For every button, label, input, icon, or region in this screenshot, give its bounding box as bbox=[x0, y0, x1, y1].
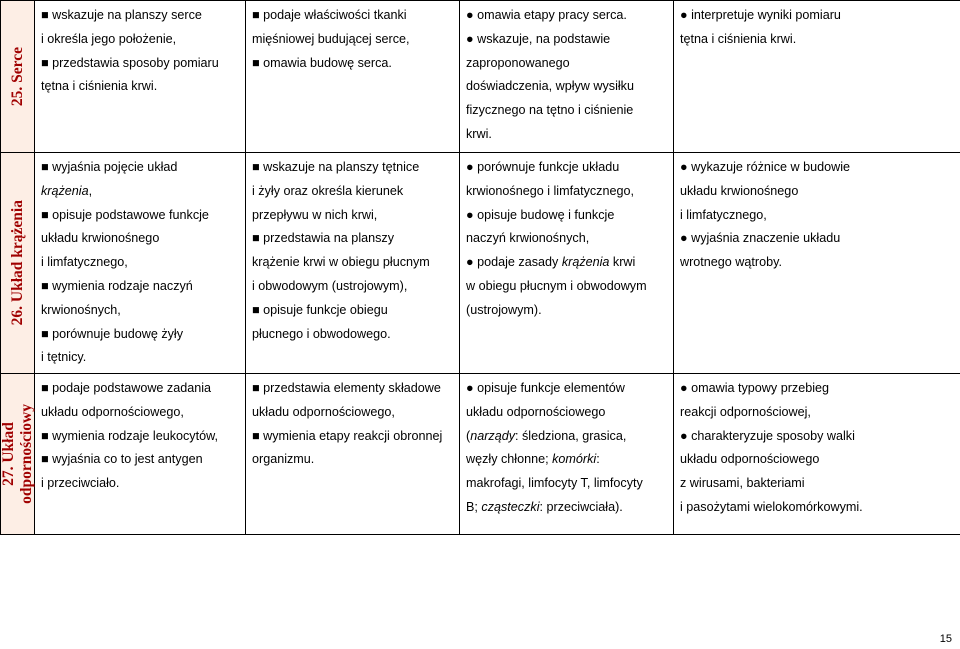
text-line: (narządy: śledziona, grasica, bbox=[466, 428, 627, 443]
table-row bbox=[1, 374, 960, 535]
text-line: naczyń krwionośnych, bbox=[466, 231, 590, 246]
text-line: fizycznego na tętno i ciśnienie bbox=[466, 103, 634, 118]
text-line: układu odpornościowego, bbox=[252, 404, 395, 419]
text-line: ● wykazuje różnice w budowie bbox=[680, 160, 851, 174]
text-line: i limfatycznego, bbox=[680, 207, 767, 222]
text-line: układu odpornościowego bbox=[466, 404, 606, 419]
text-line: układu krwionośnego bbox=[680, 183, 799, 198]
text-line: ■ wyjaśnia pojęcie układ bbox=[41, 160, 178, 174]
requirement-cell-advanced bbox=[674, 153, 960, 374]
page-number: 15 bbox=[939, 633, 952, 645]
text-line: ● omawia etapy pracy serca. bbox=[466, 8, 627, 22]
text-line: i żyły oraz określa kierunek bbox=[252, 183, 404, 198]
text-line: przepływu w nich krwi, bbox=[252, 207, 378, 222]
text-line: ● interpretuje wyniki pomiaru bbox=[680, 8, 841, 22]
topic-cell bbox=[1, 153, 35, 374]
topic-title: 26. Układ krążenia bbox=[8, 200, 26, 326]
text-line: ■ wyjaśnia co to jest antygen bbox=[41, 452, 203, 467]
text-line: w obiegu płucnym i obwodowym bbox=[466, 278, 647, 293]
requirement-cell-basic bbox=[35, 374, 246, 535]
requirement-cell-full bbox=[460, 374, 674, 535]
text-line: i obwodowym (ustrojowym), bbox=[252, 278, 408, 293]
topic-cell bbox=[1, 374, 35, 535]
requirement-cell-advanced bbox=[674, 1, 960, 153]
text-line: ■ porównuje budowę żyły bbox=[41, 326, 184, 341]
text-line: ■ podaje podstawowe zadania bbox=[41, 381, 212, 395]
text-line: i przeciwciało. bbox=[41, 476, 120, 491]
text-line: i tętnicy. bbox=[41, 350, 87, 365]
text-line: ● wyjaśnia znaczenie układu bbox=[680, 231, 841, 246]
text-line: ■ wymienia etapy reakcji obronnej bbox=[252, 428, 443, 443]
text-line: ● charakteryzuje sposoby walki bbox=[680, 428, 855, 443]
text-line: ● opisuje funkcje elementów bbox=[466, 381, 625, 395]
text-line: z wirusami, bakteriami bbox=[680, 476, 805, 491]
table-row bbox=[1, 1, 960, 153]
text-line: krwionośnego i limfatycznego, bbox=[466, 183, 634, 198]
text-line: i określa jego położenie, bbox=[41, 31, 177, 46]
text-line: zaproponowanego bbox=[466, 55, 570, 70]
text-line: ■ wymienia rodzaje naczyń bbox=[41, 278, 193, 293]
requirement-cell-full bbox=[460, 153, 674, 374]
text-line: ■ przedstawia na planszy bbox=[252, 231, 395, 246]
text-line: i pasożytami wielokomórkowymi. bbox=[680, 499, 863, 514]
text-line: krążenia, bbox=[41, 183, 93, 198]
text-line: reakcji odpornościowej, bbox=[680, 404, 811, 419]
requirement-cell-extended bbox=[246, 374, 460, 535]
text-line: krwi. bbox=[466, 126, 492, 141]
text-line: ■ podaje właściwości tkanki bbox=[252, 8, 407, 22]
text-line: ■ opisuje podstawowe funkcje bbox=[41, 207, 209, 222]
topic-title: 25. Serce bbox=[8, 46, 26, 107]
text-line: układu krwionośnego bbox=[41, 231, 160, 246]
text-line: ● wskazuje, na podstawie bbox=[466, 31, 611, 46]
text-line: układu odpornościowego, bbox=[41, 404, 184, 419]
text-line: tętna i ciśnienia krwi. bbox=[680, 31, 797, 46]
text-line: ■ wskazuje na planszy serce bbox=[41, 8, 202, 22]
requirement-cell-extended bbox=[246, 153, 460, 374]
text-line: B; cząsteczki: przeciwciała). bbox=[466, 499, 623, 514]
requirement-cell-basic bbox=[35, 1, 246, 153]
text-line: ● opisuje budowę i funkcje bbox=[466, 207, 615, 222]
text-line: (ustrojowym). bbox=[466, 302, 542, 317]
text-line: krążenie krwi w obiegu płucnym bbox=[252, 255, 430, 270]
text-line: ● podaje zasady krążenia krwi bbox=[466, 255, 636, 270]
requirement-cell-extended bbox=[246, 1, 460, 153]
text-line: ● omawia typowy przebieg bbox=[680, 381, 830, 395]
text-line: ■ przedstawia elementy składowe bbox=[252, 381, 441, 395]
requirement-cell-basic bbox=[35, 153, 246, 374]
text-line: układu odpornościowego bbox=[680, 452, 820, 467]
text-line: mięśniowej budującej serce, bbox=[252, 31, 410, 46]
text-line: ■ wskazuje na planszy tętnice bbox=[252, 160, 420, 174]
text-line: makrofagi, limfocyty T, limfocyty bbox=[466, 476, 643, 491]
text-line: ■ omawia budowę serca. bbox=[252, 55, 392, 70]
text-line: węzły chłonne; komórki: bbox=[466, 452, 600, 467]
topic-cell bbox=[1, 1, 35, 153]
text-line: organizmu. bbox=[252, 452, 315, 467]
text-line: ● porównuje funkcje układu bbox=[466, 160, 620, 174]
topic-title: 27. Układ odpornościowy bbox=[0, 404, 35, 504]
text-line: ■ opisuje funkcje obiegu bbox=[252, 302, 388, 317]
text-line: wrotnego wątroby. bbox=[680, 255, 782, 270]
requirement-cell-advanced bbox=[674, 374, 960, 535]
text-line: tętna i ciśnienia krwi. bbox=[41, 79, 158, 94]
text-line: ■ wymienia rodzaje leukocytów, bbox=[41, 428, 219, 443]
text-line: ■ przedstawia sposoby pomiaru bbox=[41, 55, 219, 70]
table-row bbox=[1, 153, 960, 374]
text-line: i limfatycznego, bbox=[41, 255, 128, 270]
text-line: doświadczenia, wpływ wysiłku bbox=[466, 79, 634, 94]
text-line: płucnego i obwodowego. bbox=[252, 326, 391, 341]
text-line: krwionośnych, bbox=[41, 302, 121, 317]
requirement-cell-full bbox=[460, 1, 674, 153]
